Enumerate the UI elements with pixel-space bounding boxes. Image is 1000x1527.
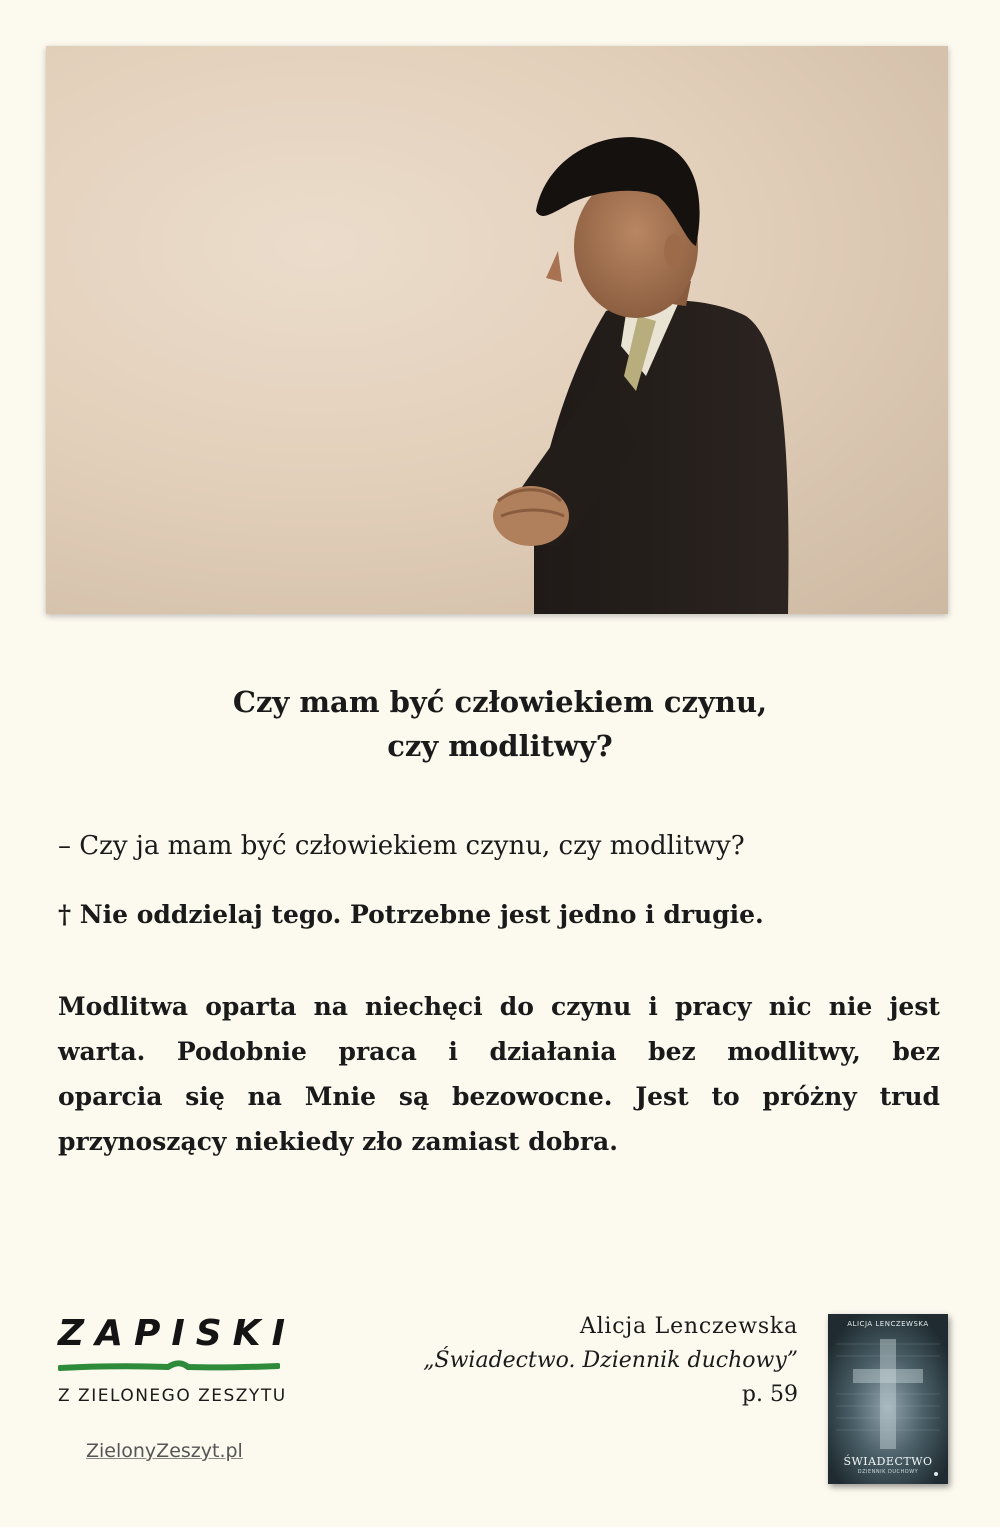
citation-page: p. 59 [741, 1382, 798, 1407]
body-word: modlitwy, [727, 1037, 861, 1066]
body-line-1 [58, 984, 940, 1029]
green-wave-icon [58, 1360, 280, 1374]
book-author: ALICJA LENCZEWSKA [847, 1320, 929, 1328]
site-link[interactable]: ZielonyZeszyt.pl [86, 1440, 243, 1462]
body-word: na [247, 1082, 282, 1111]
body-word: bezowocne. [452, 1082, 613, 1111]
body-word: trud [879, 1082, 940, 1111]
body-word: do [499, 992, 534, 1021]
book-title: ŚWIADECTWO [843, 1455, 933, 1468]
logo-title: ZAPISKI [58, 1313, 296, 1354]
body-word: Modlitwa [58, 992, 189, 1021]
question-text: – Czy ja mam być człowiekiem czynu, czy modlitwy? [58, 831, 745, 861]
body-word: i [648, 992, 658, 1021]
body-word: nic [768, 992, 812, 1021]
body-word: praca [338, 1037, 417, 1066]
body-word: pracy [674, 992, 752, 1021]
book-cover-image [828, 1314, 948, 1484]
zapiski-logo [58, 1312, 298, 1406]
citation [423, 1310, 798, 1412]
body-word: nie [828, 992, 873, 1021]
body-line-2 [58, 1029, 940, 1074]
body-word: na [313, 992, 348, 1021]
citation-work: „Świadectwo. Dziennik duchowy” [423, 1348, 798, 1373]
citation-author: Alicja Lenczewska [579, 1314, 798, 1339]
body-word: oparta [205, 992, 297, 1021]
header-photo [46, 46, 948, 614]
body-line-4: przynoszący niekiedy zło zamiast dobra. [58, 1127, 618, 1156]
body-word: Mnie [304, 1082, 377, 1111]
body-word: i [448, 1037, 458, 1066]
body-word: to [711, 1082, 740, 1111]
title-line-1: Czy mam być człowiekiem czynu, [232, 685, 768, 719]
body-word: się [185, 1082, 225, 1111]
logo-subtitle: Z ZIELONEGO ZESZYTU [58, 1386, 287, 1406]
body-line-3 [58, 1074, 940, 1119]
body-word: bez [648, 1037, 696, 1066]
body-word: bez [892, 1037, 940, 1066]
page-title [100, 680, 900, 768]
body-word: jest [889, 992, 940, 1021]
body-word: warta. [58, 1037, 146, 1066]
body-word: Jest [635, 1082, 689, 1111]
body-word: próżny [762, 1082, 857, 1111]
body-word: działania [489, 1037, 617, 1066]
body-paragraph [58, 984, 940, 1164]
answer-text: † Nie oddzielaj tego. Potrzebne jest jedno i drugie. [58, 900, 764, 929]
body-word: oparcia [58, 1082, 163, 1111]
body-word: są [398, 1082, 430, 1111]
body-word: czynu [550, 992, 632, 1021]
praying-man-illustration [46, 46, 948, 614]
title-line-2: czy modlitwy? [387, 729, 613, 763]
book-subtitle: DZIENNIK DUCHOWY [857, 1469, 919, 1475]
body-word: niechęci [365, 992, 483, 1021]
body-word: Podobnie [176, 1037, 307, 1066]
